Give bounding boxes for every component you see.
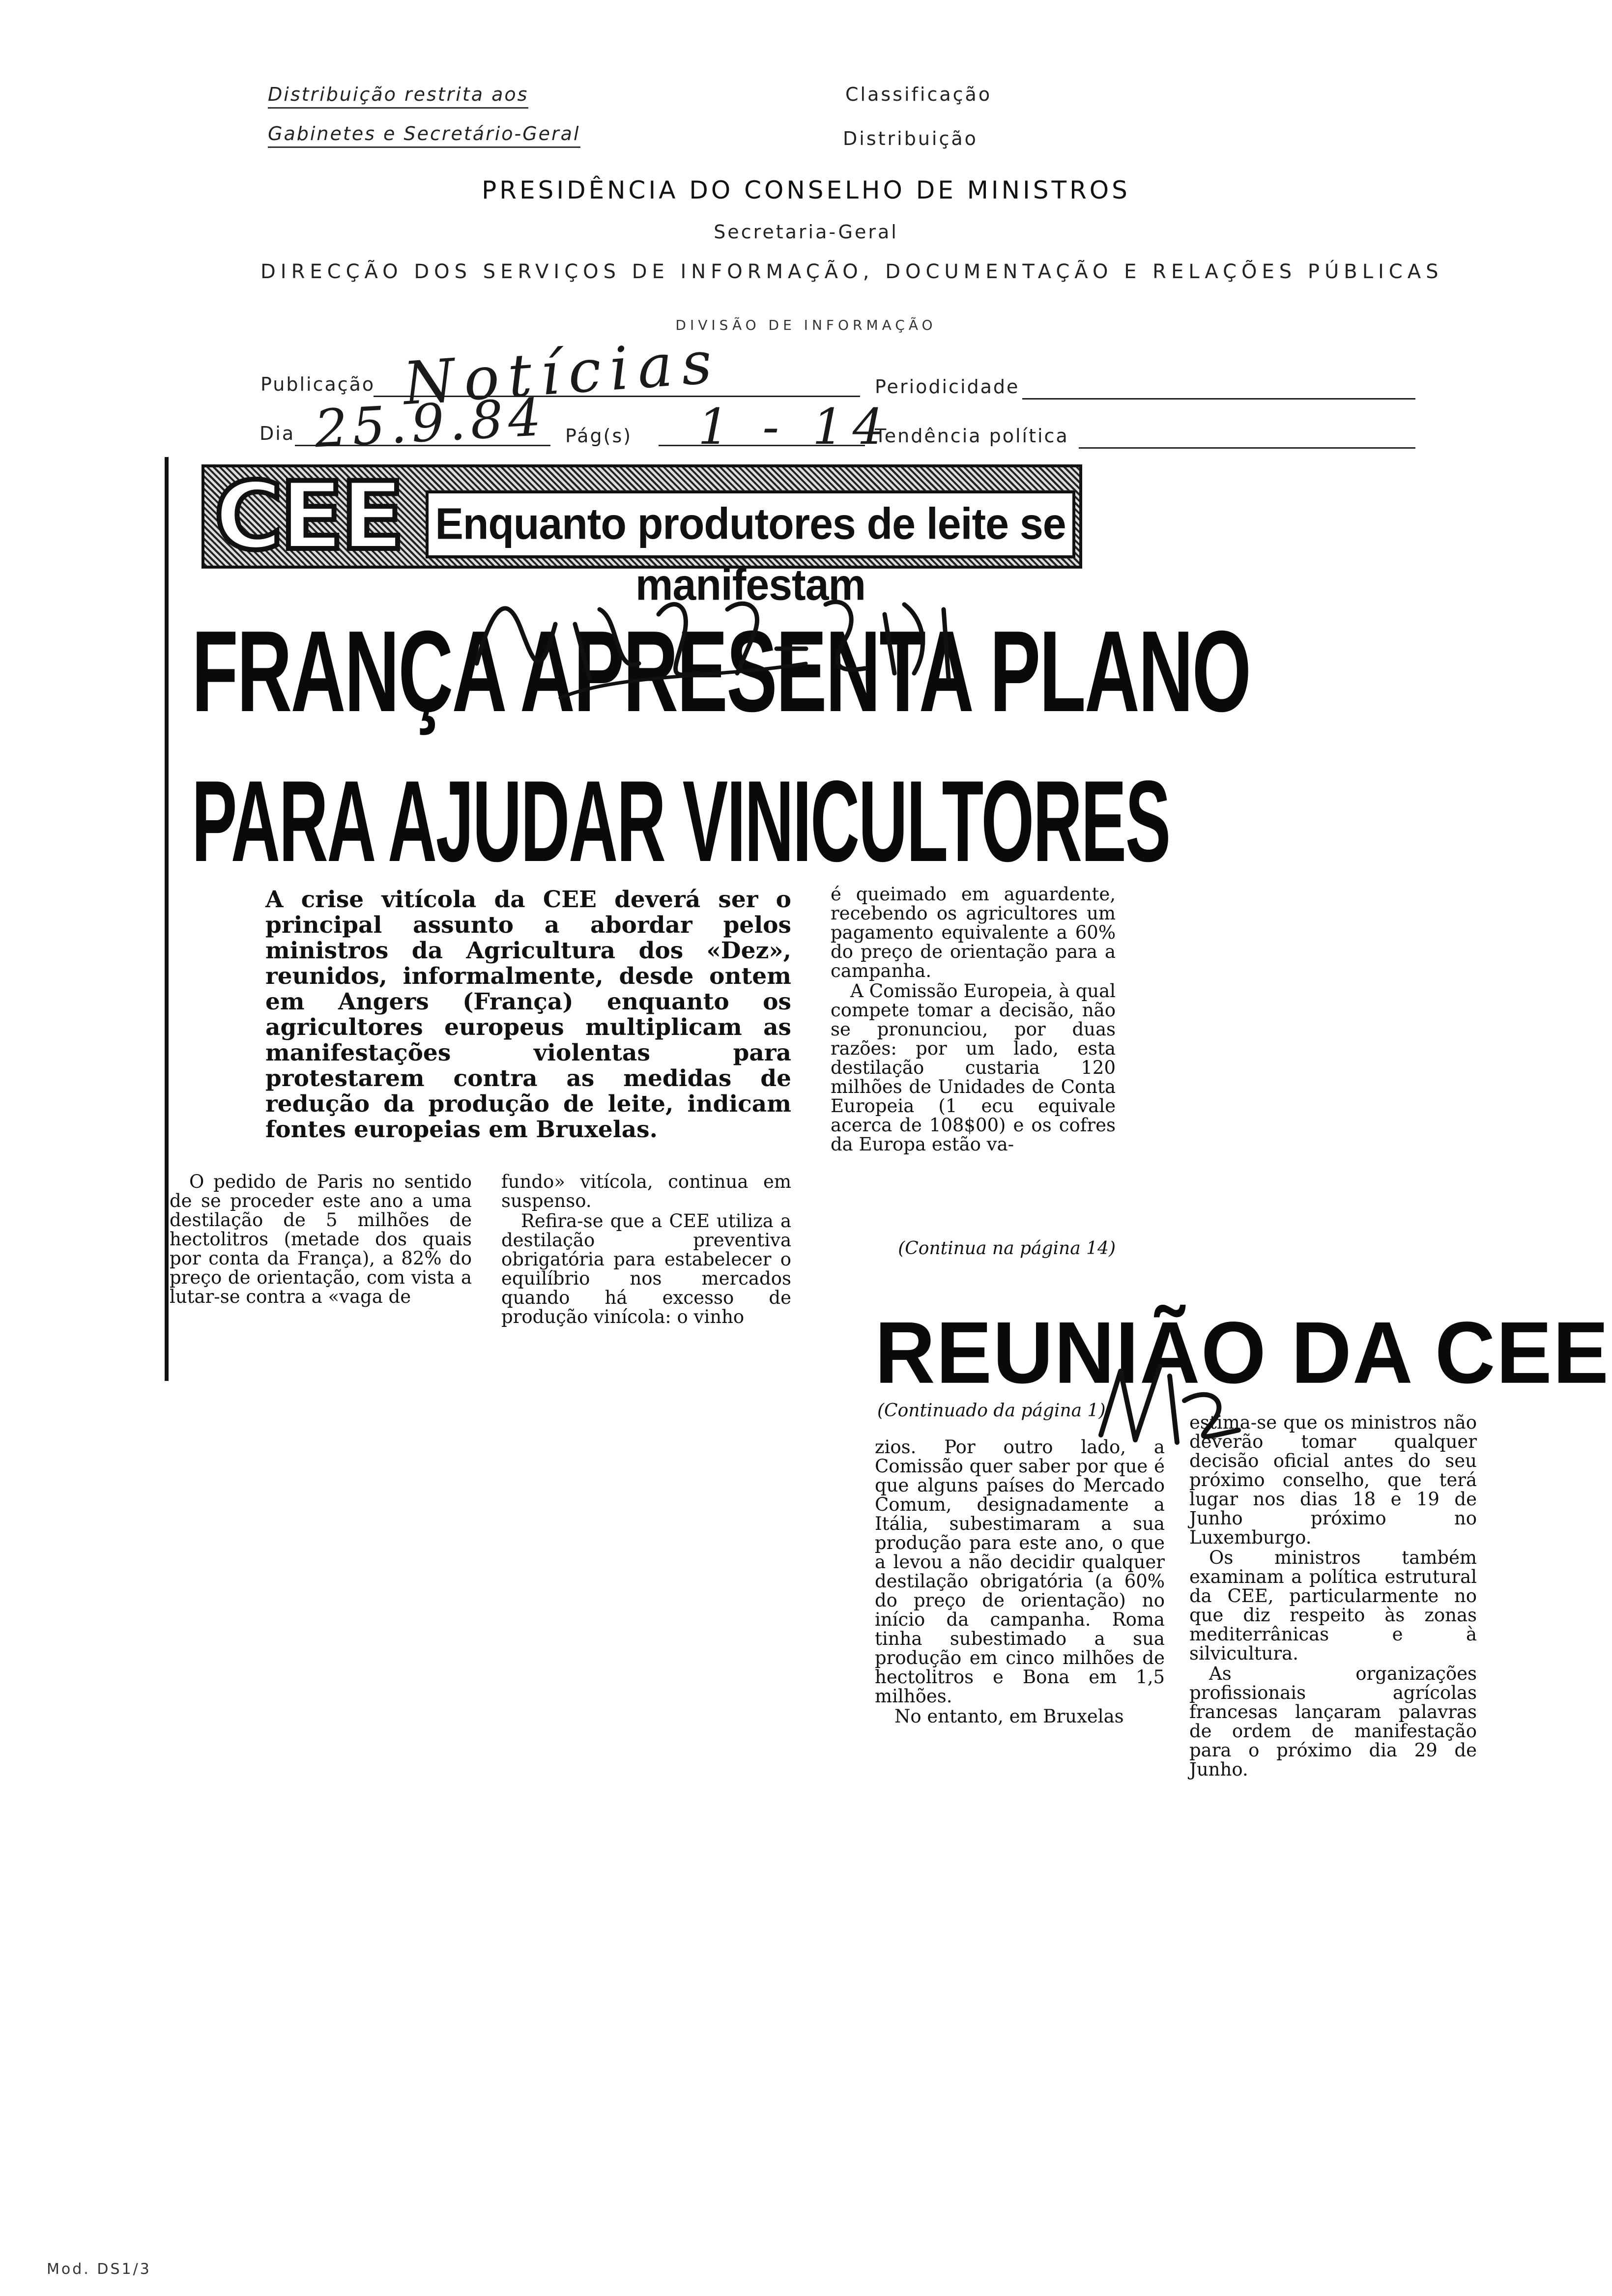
clipping-left-rule [165,457,169,1381]
periodicity-label: Periodicidade [875,376,1020,398]
lead-paragraph: A crise vitícola da CEE deverá ser o principal assunto a abordar pelos ministros da Agricultura dos «Dez», reunidos, informalmente, desde ontem em Angers (França) enquanto os agricultores europeus multiplicam as manifestações violentas para protestarem contra as medidas de redução da produção de leite, indicam fontes europeias em Bruxelas. [265,886,791,1143]
form-model-code: Mod. DS1/3 [47,2261,151,2278]
column-2-paragraph-2: Refira-se que a CEE utiliza a destilação preventiva obrigatória para estabelecer o equilíbrio nos mercados quando há excesso de produção vinícola: o vinho [501,1210,791,1327]
column-1-paragraph: O pedido de Paris no sentido de se proceder este ano a uma destilação de 5 milhões de hectolitros (metade dos quais por conta da França), a 82% do preço de orientação, com vista a lutar-se contra a «vaga de [170,1171,472,1307]
continued-on-page-note: (Continua na página 14) [898,1238,1116,1259]
pages-label: Pág(s) [565,425,633,447]
distribution-label: Distribuição [843,128,978,149]
tendency-label: Tendência política [875,425,1069,447]
tendency-line [1079,447,1415,449]
periodicity-line [1022,398,1415,400]
column-5-paragraph-2: Os ministros também examinam a política estrutural da CEE, particularmente no que diz respeito às zonas mediterrânicas e à silvicultura. [1189,1547,1477,1664]
pages-handwritten: 1 - 14 [698,398,893,456]
division-line: DIVISÃO DE INFORMAÇÃO [675,317,937,333]
publication-handwritten: Notícias [401,328,723,419]
handwritten-date-scribble [462,550,1003,708]
article-column-5 [1189,1413,1477,1780]
directorate-line: DIRECÇÃO DOS SERVIÇOS DE INFORMAÇÃO, DOCUMENTAÇÃO E RELAÇÕES PÚBLICAS [260,260,1443,283]
publication-label: Publicação [260,373,375,395]
column-4-paragraph-1: zios. Por outro lado, a Comissão quer saber por que é que alguns países do Mercado Comum, designadamente a Itália, subestimaram a sua produção para este ano, o que a levou a não decidir qualquer destilação obrigatória (a 60% do preço de orientação) no início da campanha. Roma tinha subestimado a sua produção em cinco milhões de hectolitros e Bona em 1,5 milhões. [875,1436,1165,1707]
column-3-paragraph-2: A Comissão Europeia, à qual compete tomar a decisão, não se pronunciou, por duas razões: por um lado, esta destilação custaria 120 milhões de Unidades de Conta Europeia (1 ecu equivale acerca de 108$00) e os cofres da Europa estão va- [831,980,1116,1155]
article-column-3 [831,885,1116,1155]
organization-subtitle: Secretaria-Geral [714,221,898,243]
cee-logo: CEE [214,462,402,571]
day-label: Dia [259,423,295,444]
column-5-paragraph-1: estima-se que os ministros não deverão tomar qualquer decisão oficial antes do seu próximo conselho, que terá lugar nos dias 18 e 19 de Junho próximo no Luxemburgo. [1189,1412,1477,1548]
continuation-headline: REUNIÃO DA CEE [875,1304,1610,1402]
organization-title: PRESIDÊNCIA DO CONSELHO DE MINISTROS [482,176,1130,204]
article-column-4 [875,1437,1165,1727]
article-column-1 [170,1172,472,1307]
kicker-headline: Enquanto produtores de leite se manifestam [426,490,1075,559]
column-3-paragraph-1: é queimado em aguardente, recebendo os agricultores um pagamento equivalente a 60% do preço de orientação para a campanha. [831,884,1116,981]
day-handwritten: 25.9.84 [313,387,547,459]
continued-from-page-note: (Continuado da página 1) [877,1401,1106,1421]
classification-label: Classificação [845,84,992,105]
column-2-paragraph-1: fundo» vitícola, continua em suspenso. [501,1171,791,1211]
column-5-paragraph-3: As organizações profissionais agrícolas francesas lançaram palavras de ordem de manifestação para o próximo dia 29 de Junho. [1189,1663,1477,1780]
article-column-2 [501,1172,791,1327]
column-4-paragraph-2: No entanto, em Bruxelas [894,1706,1124,1727]
restricted-distribution-line2: Gabinetes e Secretário-Geral [268,123,580,148]
main-headline-line2: PARA AJUDAR VINICULTORES [192,756,1170,886]
restricted-distribution-line1: Distribuição restrita aos [268,84,528,109]
main-headline-line1: FRANÇA APRESENTA PLANO [192,606,1250,736]
